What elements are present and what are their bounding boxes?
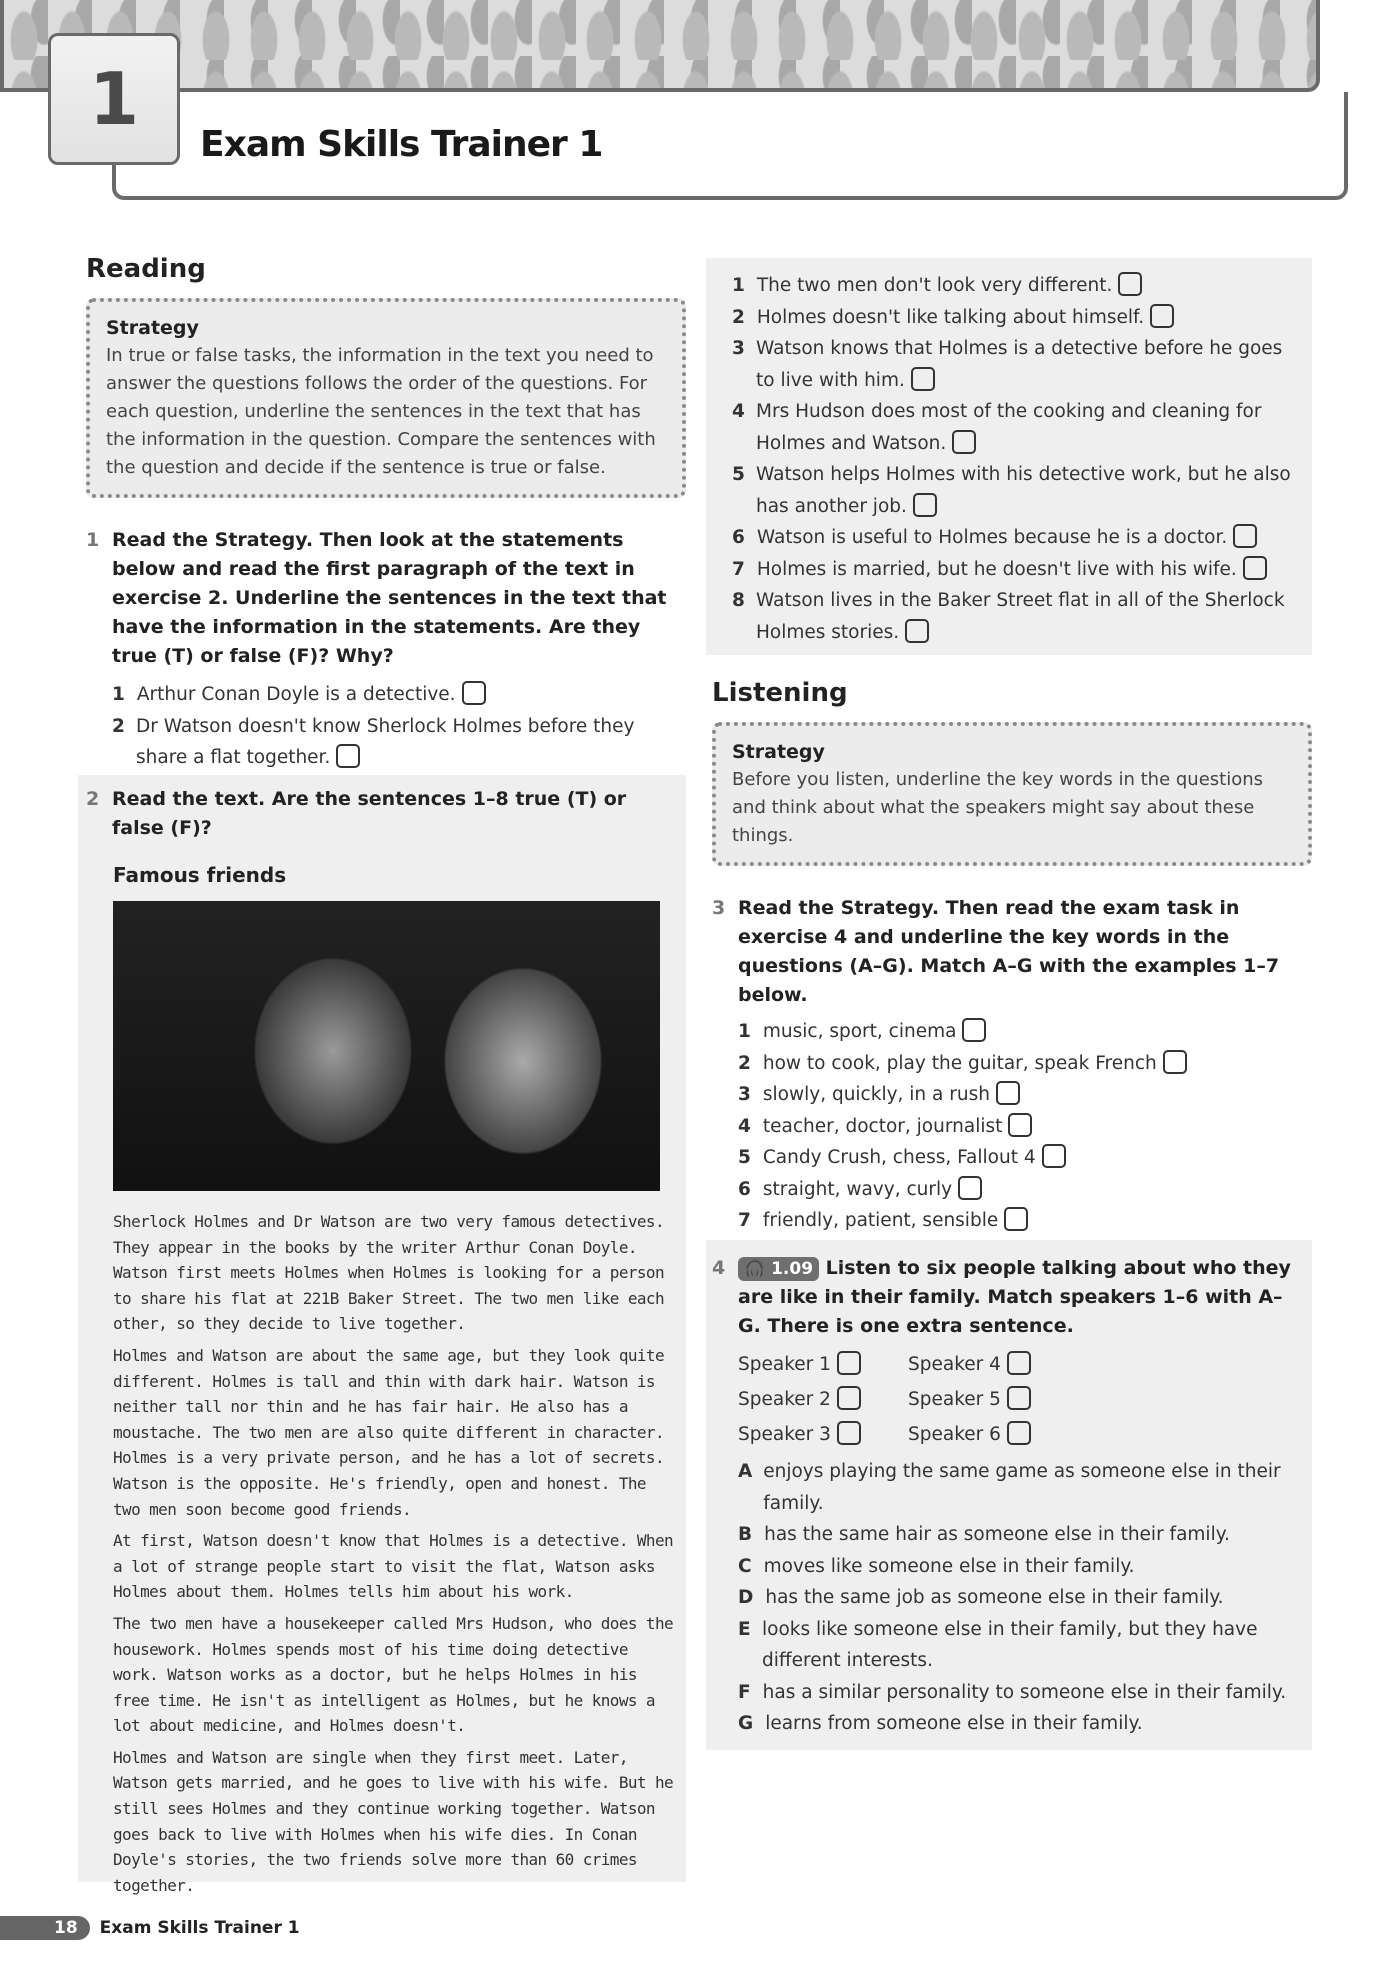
list-item xyxy=(738,1677,1302,1709)
list-item xyxy=(732,302,1302,334)
exercise-instruction: Read the text. Are the sentences 1–8 true (T) or false (F)? xyxy=(112,788,627,839)
item-text: Dr Watson doesn't know Sherlock Holmes before they share a flat together. xyxy=(136,715,635,768)
list-item xyxy=(738,1174,1312,1206)
answer-box[interactable] xyxy=(1118,272,1142,296)
answer-box[interactable] xyxy=(1233,524,1257,548)
item-number: E xyxy=(738,1618,751,1640)
paragraph: Holmes and Watson are about the same age, but they look quite different. Holmes is tall and thin with dark hair. Watson is neither tall nor thin and he has fair hair. He also has a moustache. The two men are also quite different in character. Holmes is a very private person, and he has a lot of secrets. Watson is the opposite. He's friendly, open and honest. The two men soon become good friends. xyxy=(113,1345,665,1519)
list-item xyxy=(738,1551,1302,1583)
item-text: Candy Crush, chess, Fallout 4 xyxy=(762,1147,1036,1168)
paragraph: Sherlock Holmes and Dr Watson are two very famous detectives. They appear in the books by the writer Arthur Conan Doyle. Watson first meets Holmes when Holmes is looking for a person to share his flat at 221B Baker Street. The two men like each other, so they decide to live together. xyxy=(113,1212,665,1334)
item-text: teacher, doctor, journalist xyxy=(762,1115,1003,1137)
item-number: 5 xyxy=(738,1147,751,1168)
exercise-instruction: Listen to six people talking about who they are like in their family. Match speakers 1–6 with A–G. There is one extra sentence. xyxy=(738,1257,1291,1337)
speaker-label: Speaker 6 xyxy=(908,1424,1001,1445)
speaker-label: Speaker 5 xyxy=(908,1389,1001,1410)
list-item xyxy=(738,1079,1312,1111)
item-number: 2 xyxy=(738,1052,751,1074)
unit-number: 1 xyxy=(48,33,180,165)
item-text: Watson helps Holmes with his detective work, but he also has another job. xyxy=(756,464,1291,517)
speaker-item xyxy=(908,1347,1078,1382)
item-number: 6 xyxy=(732,527,745,548)
list-item xyxy=(732,554,1302,586)
exercise-number: 1 xyxy=(86,529,100,551)
listening-strategy-box xyxy=(712,722,1312,866)
answer-box[interactable] xyxy=(962,1018,986,1042)
answer-box[interactable] xyxy=(1150,304,1174,328)
item-number: 3 xyxy=(732,338,745,359)
item-number: B xyxy=(738,1524,753,1545)
page-title: Exam Skills Trainer 1 xyxy=(200,124,603,165)
list-item xyxy=(732,396,1302,459)
item-number: F xyxy=(738,1681,751,1703)
answer-box[interactable] xyxy=(837,1421,861,1445)
list-item xyxy=(738,1016,1312,1048)
speaker-item xyxy=(738,1347,908,1382)
item-text: Mrs Hudson does most of the cooking and cleaning for Holmes and Watson. xyxy=(756,401,1262,454)
ex4-options xyxy=(738,1456,1302,1740)
item-text: looks like someone else in their family, but they have different interests. xyxy=(762,1618,1258,1671)
answer-box[interactable] xyxy=(996,1081,1020,1105)
item-number: 6 xyxy=(738,1178,751,1200)
item-number: D xyxy=(738,1587,754,1608)
exercise-1 xyxy=(86,526,686,671)
item-number: 1 xyxy=(738,1021,751,1042)
answer-box[interactable] xyxy=(1163,1050,1187,1074)
item-text: Watson lives in the Baker Street flat in all of the Sherlock Holmes stories. xyxy=(756,590,1285,643)
item-text: music, sport, cinema xyxy=(762,1021,957,1042)
exercise-4-panel xyxy=(706,1240,1312,1750)
speaker-label: Speaker 2 xyxy=(738,1389,831,1410)
item-text: The two men don't look very different. xyxy=(756,275,1113,296)
reading-section xyxy=(86,254,686,774)
answer-box[interactable] xyxy=(462,681,486,705)
answer-box[interactable] xyxy=(1008,1113,1032,1137)
strategy-text: Before you listen, underline the key words in the questions and think about what the speakers might say about these things. xyxy=(732,769,1264,846)
paragraph: The two men have a housekeeper called Mrs Hudson, who does the housework. Holmes spends most of his time doing detective work. Watson works as a doctor, but he helps Holmes in his free time. He isn't as intelligent as Holmes, but he knows a lot about medicine, and Holmes doesn't. xyxy=(113,1613,674,1736)
answer-box[interactable] xyxy=(905,619,929,643)
item-text: Watson knows that Holmes is a detective before he goes to live with him. xyxy=(756,338,1283,391)
answer-box[interactable] xyxy=(913,493,937,517)
list-item xyxy=(112,679,686,711)
headphones-icon: 🎧 xyxy=(744,1259,766,1279)
text-title: Famous friends xyxy=(113,863,287,887)
strategy-title: Strategy xyxy=(732,741,825,763)
list-item xyxy=(738,1614,1302,1677)
list-item xyxy=(738,1708,1302,1740)
list-item xyxy=(732,459,1302,522)
page-number: 18 xyxy=(0,1916,90,1940)
item-text: Holmes is married, but he doesn't live with his wife. xyxy=(756,558,1237,580)
item-number: C xyxy=(738,1555,752,1577)
list-item xyxy=(738,1048,1312,1080)
list-item xyxy=(732,585,1302,648)
item-number: 3 xyxy=(738,1084,751,1105)
ex1-items xyxy=(112,679,686,774)
exercise-2-statements xyxy=(706,258,1312,655)
answer-box[interactable] xyxy=(1004,1207,1028,1231)
list-item xyxy=(112,711,686,774)
item-text: learns from someone else in their family. xyxy=(765,1713,1143,1734)
answer-box[interactable] xyxy=(958,1176,982,1200)
speaker-label: Speaker 4 xyxy=(908,1354,1001,1375)
list-item xyxy=(738,1205,1312,1237)
speaker-grid xyxy=(738,1347,1302,1452)
exercise-2-panel xyxy=(78,775,686,1895)
article-text xyxy=(113,1209,678,1898)
list-item xyxy=(732,522,1302,554)
answer-box[interactable] xyxy=(911,367,935,391)
speaker-item xyxy=(908,1417,1078,1452)
item-text: has a similar personality to someone else in their family. xyxy=(762,1681,1287,1703)
list-item xyxy=(738,1456,1302,1519)
listening-section xyxy=(712,678,1312,1237)
ex2-items xyxy=(732,270,1302,648)
item-number: G xyxy=(738,1713,754,1734)
exercise-2 xyxy=(86,785,678,843)
item-number: 1 xyxy=(732,275,745,296)
speaker-item xyxy=(738,1417,908,1452)
item-text: how to cook, play the guitar, speak French xyxy=(762,1052,1157,1074)
exercise-number: 2 xyxy=(86,788,100,810)
item-text: Holmes doesn't like talking about himself. xyxy=(756,306,1145,328)
list-item xyxy=(738,1111,1312,1143)
reading-heading: Reading xyxy=(86,254,206,284)
exercise-4 xyxy=(712,1254,1302,1341)
strategy-title: Strategy xyxy=(106,317,199,339)
item-text: has the same job as someone else in their family. xyxy=(765,1587,1224,1608)
paragraph: Holmes and Watson are single when they first meet. Later, Watson gets married, and he goes to live with his wife. But he still sees Holmes and they continue working together. Watson goes back to live with Holmes when his wife dies. In Conan Doyle's stories, the two friends solve more than 60 crimes together. xyxy=(113,1747,674,1895)
answer-box[interactable] xyxy=(1007,1386,1031,1410)
paragraph: At first, Watson doesn't know that Holmes is a detective. When a lot of strange people start to visit the flat, Watson asks Holmes about them. Holmes tells him about his work. xyxy=(113,1531,674,1602)
item-number: 5 xyxy=(732,464,745,485)
answer-box[interactable] xyxy=(1007,1421,1031,1445)
list-item xyxy=(738,1142,1312,1174)
footer xyxy=(0,1916,300,1940)
answer-box[interactable] xyxy=(1243,556,1267,580)
footer-title: Exam Skills Trainer 1 xyxy=(99,1918,300,1938)
speaker-label: Speaker 1 xyxy=(738,1354,831,1375)
item-text: Watson is useful to Holmes because he is a doctor. xyxy=(756,527,1228,548)
item-number: 2 xyxy=(112,715,125,737)
item-text: enjoys playing the same game as someone else in their family. xyxy=(763,1461,1281,1514)
track-number: 1.09 xyxy=(771,1259,814,1279)
item-text: slowly, quickly, in a rush xyxy=(762,1084,990,1105)
audio-track-badge[interactable] xyxy=(738,1257,819,1281)
item-number: 1 xyxy=(112,684,125,705)
answer-box[interactable] xyxy=(837,1351,861,1375)
item-number: 2 xyxy=(732,306,745,328)
answer-box[interactable] xyxy=(1042,1144,1066,1168)
exercise-instruction: Read the Strategy. Then look at the statements below and read the first paragraph of the text in exercise 2. Underline the sentences in the text that have the information in the statements. Are they true (T) or false (F)? Why? xyxy=(112,529,667,667)
item-text: friendly, patient, sensible xyxy=(762,1210,999,1231)
item-number: 7 xyxy=(738,1210,751,1231)
list-item xyxy=(738,1582,1302,1614)
answer-box[interactable] xyxy=(336,744,360,768)
exercise-number: 4 xyxy=(712,1257,726,1279)
exercise-3 xyxy=(712,894,1312,1010)
speaker-item xyxy=(908,1382,1078,1417)
ex3-items xyxy=(738,1016,1312,1237)
speaker-label: Speaker 3 xyxy=(738,1424,831,1445)
speaker-item xyxy=(738,1382,908,1417)
item-text: moves like someone else in their family. xyxy=(763,1555,1135,1577)
item-text: straight, wavy, curly xyxy=(762,1178,953,1200)
item-number: A xyxy=(738,1461,753,1482)
item-number: 4 xyxy=(732,401,745,422)
item-number: 8 xyxy=(732,590,745,611)
holmes-watson-photo xyxy=(113,901,660,1191)
answer-box[interactable] xyxy=(837,1386,861,1410)
item-text: Arthur Conan Doyle is a detective. xyxy=(136,684,456,705)
exercise-instruction: Read the Strategy. Then read the exam task in exercise 4 and underline the key words in the questions (A–G). Match A–G with the examples 1–7 below. xyxy=(738,897,1280,1006)
exercise-number: 3 xyxy=(712,897,726,919)
list-item xyxy=(738,1519,1302,1551)
list-item xyxy=(732,270,1302,302)
strategy-text: In true or false tasks, the information in the text you need to answer the questions follows the order of the questions. For each question, underline the sentences in the text that has the information in the question. Compare the sentences with the question and decide if the sentence is true or false. xyxy=(106,345,656,478)
list-item xyxy=(732,333,1302,396)
reading-strategy-box xyxy=(86,298,686,498)
answer-box[interactable] xyxy=(1007,1351,1031,1375)
item-text: has the same hair as someone else in their family. xyxy=(764,1524,1230,1545)
header-banner xyxy=(0,0,1320,92)
listening-heading: Listening xyxy=(712,678,848,708)
answer-box[interactable] xyxy=(952,430,976,454)
item-number: 7 xyxy=(732,558,745,580)
item-number: 4 xyxy=(738,1115,751,1137)
